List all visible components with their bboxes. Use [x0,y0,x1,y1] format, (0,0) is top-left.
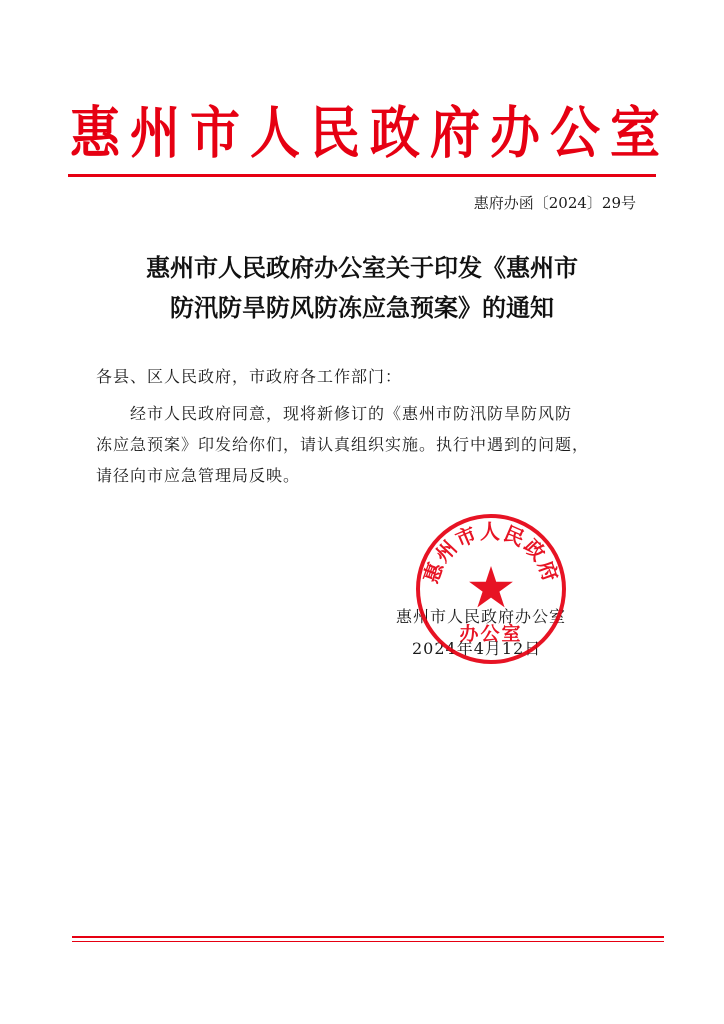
signature-org: 惠州市人民政府办公室 [396,607,567,626]
salutation: 各县、区人民政府，市政府各工作部门： [96,367,403,386]
footer-red-rule [72,936,664,938]
footer-red-rule-thin [72,941,664,942]
issuer-header: 惠州市人民政府办公室 [70,100,670,167]
header-red-rule [68,174,656,177]
seal-star-icon [469,566,513,607]
seal-bottom-text: 办公室 [459,623,523,645]
body-line-1: 经市人民政府同意，现将新修订的《惠州市防汛防旱防风防 [130,404,573,423]
signature-date: 2024年4月12日 [412,639,542,658]
body-line-2: 冻应急预案》印发给你们，请认真组织实施。执行中遇到的问题， [96,435,590,454]
title-line-2: 防汛防旱防风防冻应急预案》的通知 [170,293,554,322]
document-title [70,248,654,328]
seal-arc-text: 惠州市人民政府 [418,519,564,587]
document-number: 惠府办函〔2024〕29号 [473,194,636,212]
body-line-3: 请径向市应急管理局反映。 [96,466,301,485]
title-line-1: 惠州市人民政府办公室关于印发《惠州市 [146,253,578,282]
official-seal [414,512,568,666]
body-paragraph [96,398,636,491]
